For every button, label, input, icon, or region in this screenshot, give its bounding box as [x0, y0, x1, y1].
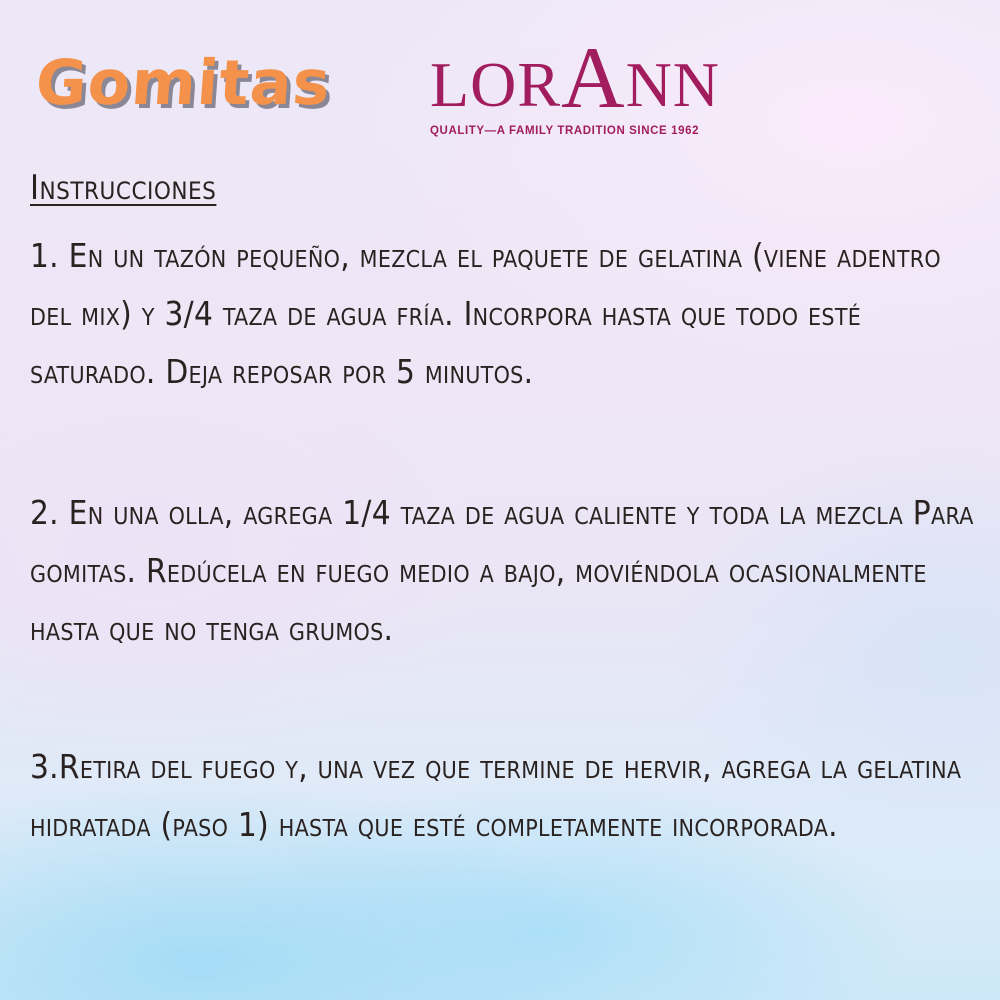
instruction-step-2: 2. En una olla, agrega 1/4 taza de agua caliente y toda la mezcla Para gomitas. Redúcela en fuego medio a bajo, moviéndola ocasionalmente hasta que no tenga grumos. — [30, 493, 974, 648]
brand-suffix: NN — [625, 48, 720, 120]
brand-big-letter: A — [561, 30, 626, 127]
brand-wordmark — [430, 30, 730, 127]
brand-prefix: LOR — [430, 48, 561, 120]
page-title: Gomitas — [33, 46, 334, 119]
instruction-step-1: 1. En un tazón pequeño, mezcla el paquete de gelatina (viene adentro del mix) y 3/4 taza de agua fría. Incorpora hasta que todo esté saturado. Deja reposar por 5 minutos. — [30, 236, 942, 391]
brand-tagline: QUALITY—A FAMILY TRADITION SINCE 1962 — [430, 124, 700, 137]
instruction-step-3: 3.Retira del fuego y, una vez que termine de hervir, agrega la gelatina hidratada (paso 1) hasta que esté completamente incorporada. — [30, 747, 962, 844]
instructions-heading: Instrucciones — [30, 168, 217, 208]
loran-logo — [430, 30, 730, 137]
